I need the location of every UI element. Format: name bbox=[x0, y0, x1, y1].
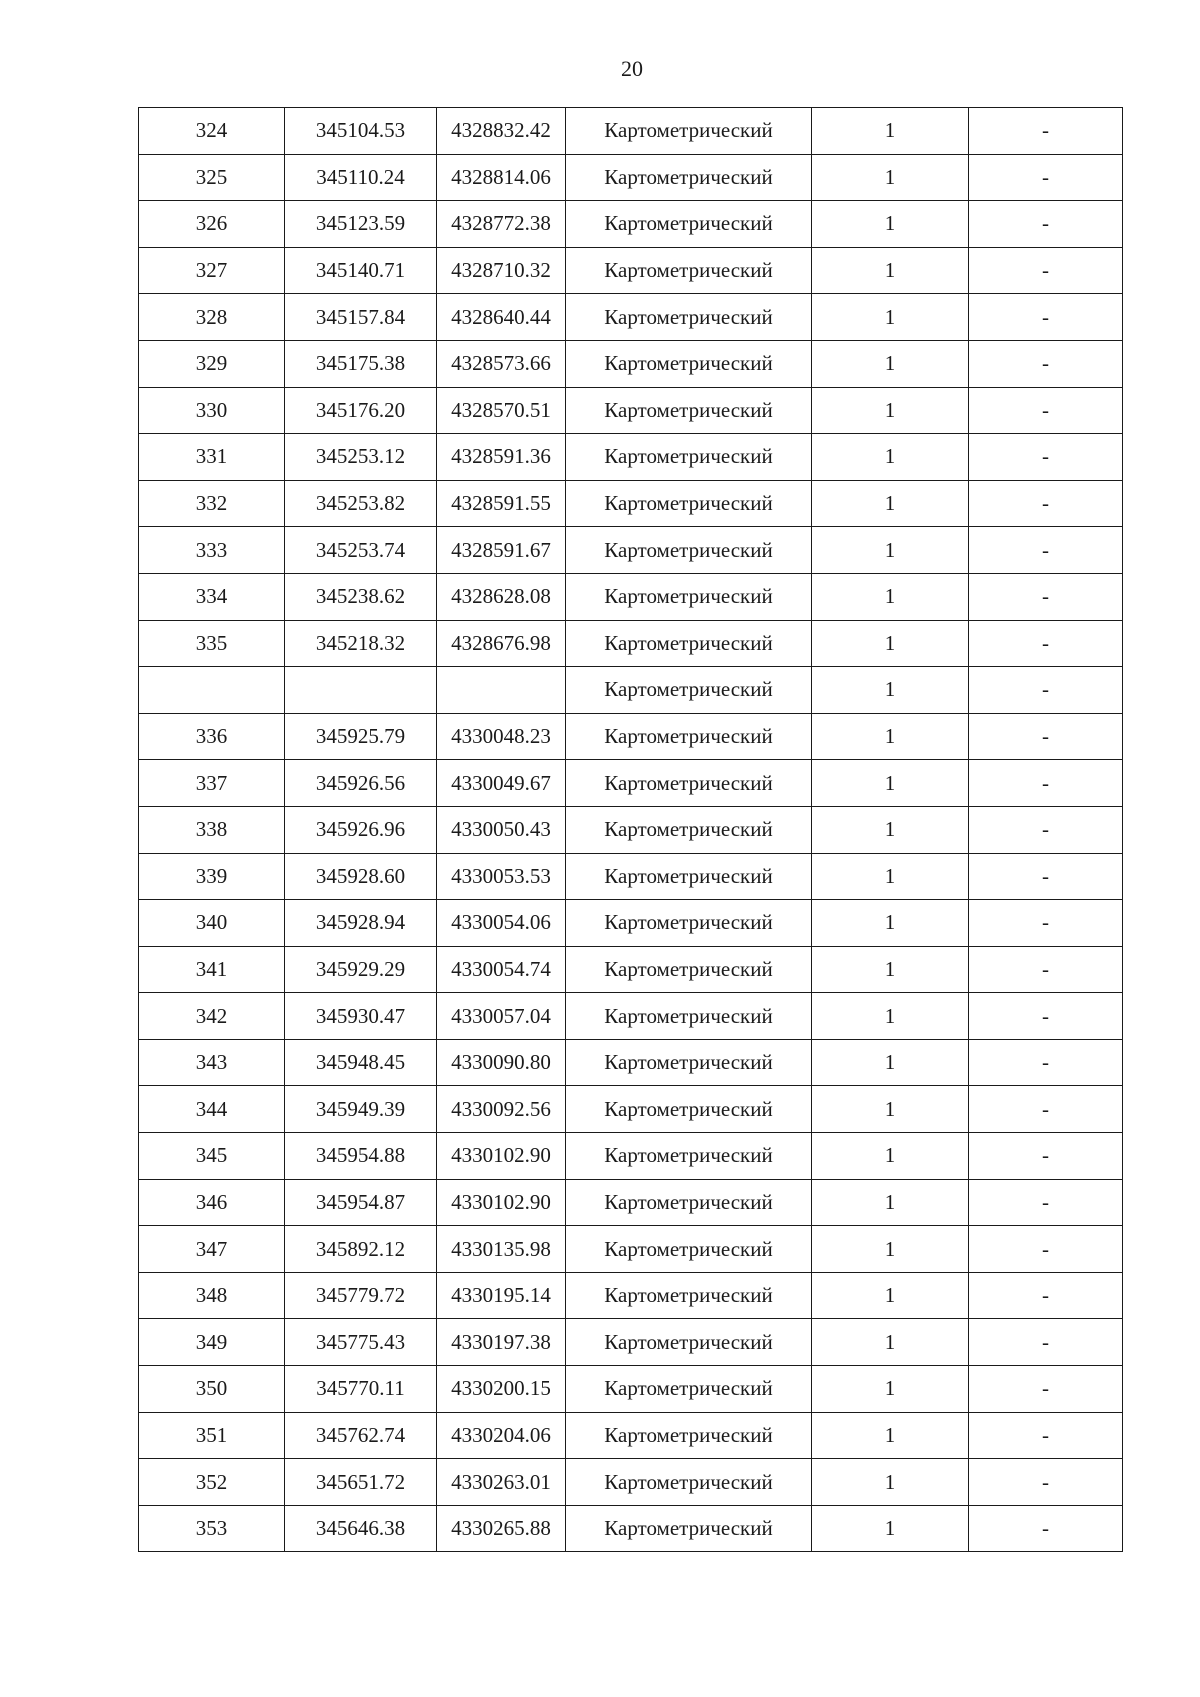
x-coordinate-cell: 345926.56 bbox=[285, 760, 437, 807]
table-row bbox=[139, 340, 1123, 387]
y-coordinate-cell: 4328710.32 bbox=[437, 247, 566, 294]
method-cell: Картометрический bbox=[566, 1086, 812, 1133]
accuracy-cell: 1 bbox=[812, 247, 969, 294]
y-coordinate-cell: 4330135.98 bbox=[437, 1226, 566, 1273]
point-number-cell: 346 bbox=[139, 1179, 285, 1226]
point-number-cell: 342 bbox=[139, 993, 285, 1040]
table-row bbox=[139, 294, 1123, 341]
y-coordinate-cell: 4328591.67 bbox=[437, 527, 566, 574]
method-cell: Картометрический bbox=[566, 1505, 812, 1552]
accuracy-cell: 1 bbox=[812, 1086, 969, 1133]
table-row bbox=[139, 247, 1123, 294]
table-row bbox=[139, 1086, 1123, 1133]
description-cell: - bbox=[969, 620, 1123, 667]
x-coordinate-cell: 345651.72 bbox=[285, 1459, 437, 1506]
x-coordinate-cell bbox=[285, 667, 437, 714]
description-cell: - bbox=[969, 480, 1123, 527]
accuracy-cell: 1 bbox=[812, 527, 969, 574]
y-coordinate-cell: 4330048.23 bbox=[437, 713, 566, 760]
accuracy-cell: 1 bbox=[812, 900, 969, 947]
description-cell: - bbox=[969, 1319, 1123, 1366]
x-coordinate-cell: 345954.88 bbox=[285, 1133, 437, 1180]
accuracy-cell: 1 bbox=[812, 1412, 969, 1459]
accuracy-cell: 1 bbox=[812, 1039, 969, 1086]
method-cell: Картометрический bbox=[566, 993, 812, 1040]
description-cell: - bbox=[969, 946, 1123, 993]
table-row bbox=[139, 1133, 1123, 1180]
x-coordinate-cell: 345775.43 bbox=[285, 1319, 437, 1366]
accuracy-cell: 1 bbox=[812, 340, 969, 387]
description-cell: - bbox=[969, 1086, 1123, 1133]
x-coordinate-cell: 345253.74 bbox=[285, 527, 437, 574]
accuracy-cell: 1 bbox=[812, 946, 969, 993]
point-number-cell bbox=[139, 667, 285, 714]
x-coordinate-cell: 345218.32 bbox=[285, 620, 437, 667]
table-row bbox=[139, 853, 1123, 900]
method-cell: Картометрический bbox=[566, 853, 812, 900]
method-cell: Картометрический bbox=[566, 294, 812, 341]
x-coordinate-cell: 345104.53 bbox=[285, 108, 437, 155]
table-row bbox=[139, 480, 1123, 527]
point-number-cell: 347 bbox=[139, 1226, 285, 1273]
point-number-cell: 351 bbox=[139, 1412, 285, 1459]
description-cell: - bbox=[969, 1133, 1123, 1180]
y-coordinate-cell: 4330102.90 bbox=[437, 1179, 566, 1226]
x-coordinate-cell: 345253.12 bbox=[285, 434, 437, 481]
method-cell: Картометрический bbox=[566, 1039, 812, 1086]
x-coordinate-cell: 345238.62 bbox=[285, 573, 437, 620]
y-coordinate-cell: 4328832.42 bbox=[437, 108, 566, 155]
y-coordinate-cell: 4330054.06 bbox=[437, 900, 566, 947]
method-cell: Картометрический bbox=[566, 620, 812, 667]
description-cell: - bbox=[969, 1272, 1123, 1319]
accuracy-cell: 1 bbox=[812, 806, 969, 853]
table-row bbox=[139, 1272, 1123, 1319]
y-coordinate-cell: 4330263.01 bbox=[437, 1459, 566, 1506]
accuracy-cell: 1 bbox=[812, 1133, 969, 1180]
point-number-cell: 334 bbox=[139, 573, 285, 620]
description-cell: - bbox=[969, 387, 1123, 434]
y-coordinate-cell: 4328570.51 bbox=[437, 387, 566, 434]
method-cell: Картометрический bbox=[566, 201, 812, 248]
accuracy-cell: 1 bbox=[812, 434, 969, 481]
accuracy-cell: 1 bbox=[812, 667, 969, 714]
point-number-cell: 343 bbox=[139, 1039, 285, 1086]
table-row bbox=[139, 573, 1123, 620]
method-cell: Картометрический bbox=[566, 434, 812, 481]
accuracy-cell: 1 bbox=[812, 387, 969, 434]
point-number-cell: 326 bbox=[139, 201, 285, 248]
point-number-cell: 349 bbox=[139, 1319, 285, 1366]
x-coordinate-cell: 345770.11 bbox=[285, 1366, 437, 1413]
accuracy-cell: 1 bbox=[812, 1226, 969, 1273]
point-number-cell: 337 bbox=[139, 760, 285, 807]
y-coordinate-cell: 4330053.53 bbox=[437, 853, 566, 900]
description-cell: - bbox=[969, 993, 1123, 1040]
point-number-cell: 340 bbox=[139, 900, 285, 947]
y-coordinate-cell: 4330204.06 bbox=[437, 1412, 566, 1459]
accuracy-cell: 1 bbox=[812, 573, 969, 620]
x-coordinate-cell: 345123.59 bbox=[285, 201, 437, 248]
table-row bbox=[139, 993, 1123, 1040]
x-coordinate-cell: 345779.72 bbox=[285, 1272, 437, 1319]
table-row bbox=[139, 108, 1123, 155]
method-cell: Картометрический bbox=[566, 1366, 812, 1413]
description-cell: - bbox=[969, 201, 1123, 248]
description-cell: - bbox=[969, 667, 1123, 714]
table-row bbox=[139, 1319, 1123, 1366]
accuracy-cell: 1 bbox=[812, 1505, 969, 1552]
y-coordinate-cell: 4328573.66 bbox=[437, 340, 566, 387]
point-number-cell: 348 bbox=[139, 1272, 285, 1319]
accuracy-cell: 1 bbox=[812, 993, 969, 1040]
description-cell: - bbox=[969, 1226, 1123, 1273]
x-coordinate-cell: 345892.12 bbox=[285, 1226, 437, 1273]
accuracy-cell: 1 bbox=[812, 1319, 969, 1366]
point-number-cell: 338 bbox=[139, 806, 285, 853]
description-cell: - bbox=[969, 294, 1123, 341]
point-number-cell: 325 bbox=[139, 154, 285, 201]
y-coordinate-cell: 4330200.15 bbox=[437, 1366, 566, 1413]
table-row bbox=[139, 1412, 1123, 1459]
y-coordinate-cell: 4328772.38 bbox=[437, 201, 566, 248]
method-cell: Картометрический bbox=[566, 387, 812, 434]
y-coordinate-cell: 4330057.04 bbox=[437, 993, 566, 1040]
point-number-cell: 328 bbox=[139, 294, 285, 341]
method-cell: Картометрический bbox=[566, 667, 812, 714]
accuracy-cell: 1 bbox=[812, 1366, 969, 1413]
method-cell: Картометрический bbox=[566, 1272, 812, 1319]
description-cell: - bbox=[969, 527, 1123, 574]
table-row bbox=[139, 387, 1123, 434]
method-cell: Картометрический bbox=[566, 247, 812, 294]
method-cell: Картометрический bbox=[566, 946, 812, 993]
accuracy-cell: 1 bbox=[812, 294, 969, 341]
table-row bbox=[139, 527, 1123, 574]
point-number-cell: 352 bbox=[139, 1459, 285, 1506]
y-coordinate-cell: 4330090.80 bbox=[437, 1039, 566, 1086]
y-coordinate-cell: 4328676.98 bbox=[437, 620, 566, 667]
description-cell: - bbox=[969, 434, 1123, 481]
x-coordinate-cell: 345175.38 bbox=[285, 340, 437, 387]
method-cell: Картометрический bbox=[566, 806, 812, 853]
point-number-cell: 330 bbox=[139, 387, 285, 434]
x-coordinate-cell: 345929.29 bbox=[285, 946, 437, 993]
coordinates-table bbox=[138, 107, 1123, 1552]
accuracy-cell: 1 bbox=[812, 1459, 969, 1506]
y-coordinate-cell: 4328814.06 bbox=[437, 154, 566, 201]
method-cell: Картометрический bbox=[566, 480, 812, 527]
point-number-cell: 341 bbox=[139, 946, 285, 993]
y-coordinate-cell: 4330265.88 bbox=[437, 1505, 566, 1552]
x-coordinate-cell: 345253.82 bbox=[285, 480, 437, 527]
point-number-cell: 333 bbox=[139, 527, 285, 574]
description-cell: - bbox=[969, 1505, 1123, 1552]
y-coordinate-cell bbox=[437, 667, 566, 714]
table-row bbox=[139, 667, 1123, 714]
table-row bbox=[139, 713, 1123, 760]
description-cell: - bbox=[969, 713, 1123, 760]
description-cell: - bbox=[969, 853, 1123, 900]
description-cell: - bbox=[969, 154, 1123, 201]
method-cell: Картометрический bbox=[566, 340, 812, 387]
point-number-cell: 339 bbox=[139, 853, 285, 900]
method-cell: Картометрический bbox=[566, 573, 812, 620]
accuracy-cell: 1 bbox=[812, 201, 969, 248]
accuracy-cell: 1 bbox=[812, 1272, 969, 1319]
x-coordinate-cell: 345930.47 bbox=[285, 993, 437, 1040]
table-row bbox=[139, 900, 1123, 947]
x-coordinate-cell: 345110.24 bbox=[285, 154, 437, 201]
method-cell: Картометрический bbox=[566, 108, 812, 155]
point-number-cell: 331 bbox=[139, 434, 285, 481]
description-cell: - bbox=[969, 1412, 1123, 1459]
y-coordinate-cell: 4330092.56 bbox=[437, 1086, 566, 1133]
table-row bbox=[139, 201, 1123, 248]
y-coordinate-cell: 4328591.55 bbox=[437, 480, 566, 527]
method-cell: Картометрический bbox=[566, 1179, 812, 1226]
table-row bbox=[139, 1505, 1123, 1552]
table-row bbox=[139, 620, 1123, 667]
point-number-cell: 353 bbox=[139, 1505, 285, 1552]
description-cell: - bbox=[969, 1366, 1123, 1413]
x-coordinate-cell: 345928.60 bbox=[285, 853, 437, 900]
method-cell: Картометрический bbox=[566, 1412, 812, 1459]
x-coordinate-cell: 345949.39 bbox=[285, 1086, 437, 1133]
accuracy-cell: 1 bbox=[812, 1179, 969, 1226]
accuracy-cell: 1 bbox=[812, 154, 969, 201]
description-cell: - bbox=[969, 573, 1123, 620]
table-row bbox=[139, 1179, 1123, 1226]
x-coordinate-cell: 345140.71 bbox=[285, 247, 437, 294]
table-row bbox=[139, 434, 1123, 481]
table-row bbox=[139, 1039, 1123, 1086]
description-cell: - bbox=[969, 340, 1123, 387]
y-coordinate-cell: 4330197.38 bbox=[437, 1319, 566, 1366]
accuracy-cell: 1 bbox=[812, 108, 969, 155]
accuracy-cell: 1 bbox=[812, 620, 969, 667]
table-row bbox=[139, 760, 1123, 807]
y-coordinate-cell: 4328640.44 bbox=[437, 294, 566, 341]
point-number-cell: 329 bbox=[139, 340, 285, 387]
method-cell: Картометрический bbox=[566, 1459, 812, 1506]
x-coordinate-cell: 345954.87 bbox=[285, 1179, 437, 1226]
description-cell: - bbox=[969, 247, 1123, 294]
point-number-cell: 345 bbox=[139, 1133, 285, 1180]
method-cell: Картометрический bbox=[566, 527, 812, 574]
x-coordinate-cell: 345157.84 bbox=[285, 294, 437, 341]
point-number-cell: 350 bbox=[139, 1366, 285, 1413]
point-number-cell: 324 bbox=[139, 108, 285, 155]
accuracy-cell: 1 bbox=[812, 760, 969, 807]
description-cell: - bbox=[969, 760, 1123, 807]
point-number-cell: 335 bbox=[139, 620, 285, 667]
description-cell: - bbox=[969, 806, 1123, 853]
x-coordinate-cell: 345176.20 bbox=[285, 387, 437, 434]
method-cell: Картометрический bbox=[566, 760, 812, 807]
method-cell: Картометрический bbox=[566, 1226, 812, 1273]
table-row bbox=[139, 1459, 1123, 1506]
accuracy-cell: 1 bbox=[812, 713, 969, 760]
y-coordinate-cell: 4330054.74 bbox=[437, 946, 566, 993]
method-cell: Картометрический bbox=[566, 713, 812, 760]
accuracy-cell: 1 bbox=[812, 480, 969, 527]
y-coordinate-cell: 4330102.90 bbox=[437, 1133, 566, 1180]
point-number-cell: 327 bbox=[139, 247, 285, 294]
y-coordinate-cell: 4330049.67 bbox=[437, 760, 566, 807]
description-cell: - bbox=[969, 1179, 1123, 1226]
method-cell: Картометрический bbox=[566, 900, 812, 947]
description-cell: - bbox=[969, 900, 1123, 947]
method-cell: Картометрический bbox=[566, 1133, 812, 1180]
x-coordinate-cell: 345646.38 bbox=[285, 1505, 437, 1552]
description-cell: - bbox=[969, 1039, 1123, 1086]
table-row bbox=[139, 154, 1123, 201]
accuracy-cell: 1 bbox=[812, 853, 969, 900]
method-cell: Картометрический bbox=[566, 1319, 812, 1366]
x-coordinate-cell: 345925.79 bbox=[285, 713, 437, 760]
x-coordinate-cell: 345926.96 bbox=[285, 806, 437, 853]
y-coordinate-cell: 4328628.08 bbox=[437, 573, 566, 620]
table-row bbox=[139, 946, 1123, 993]
description-cell: - bbox=[969, 1459, 1123, 1506]
page-number: 20 bbox=[621, 56, 643, 81]
method-cell: Картометрический bbox=[566, 154, 812, 201]
x-coordinate-cell: 345762.74 bbox=[285, 1412, 437, 1459]
y-coordinate-cell: 4328591.36 bbox=[437, 434, 566, 481]
table-row bbox=[139, 1366, 1123, 1413]
point-number-cell: 344 bbox=[139, 1086, 285, 1133]
y-coordinate-cell: 4330050.43 bbox=[437, 806, 566, 853]
x-coordinate-cell: 345948.45 bbox=[285, 1039, 437, 1086]
table-row bbox=[139, 806, 1123, 853]
table-body bbox=[139, 108, 1123, 1552]
x-coordinate-cell: 345928.94 bbox=[285, 900, 437, 947]
y-coordinate-cell: 4330195.14 bbox=[437, 1272, 566, 1319]
point-number-cell: 336 bbox=[139, 713, 285, 760]
description-cell: - bbox=[969, 108, 1123, 155]
table-row bbox=[139, 1226, 1123, 1273]
point-number-cell: 332 bbox=[139, 480, 285, 527]
